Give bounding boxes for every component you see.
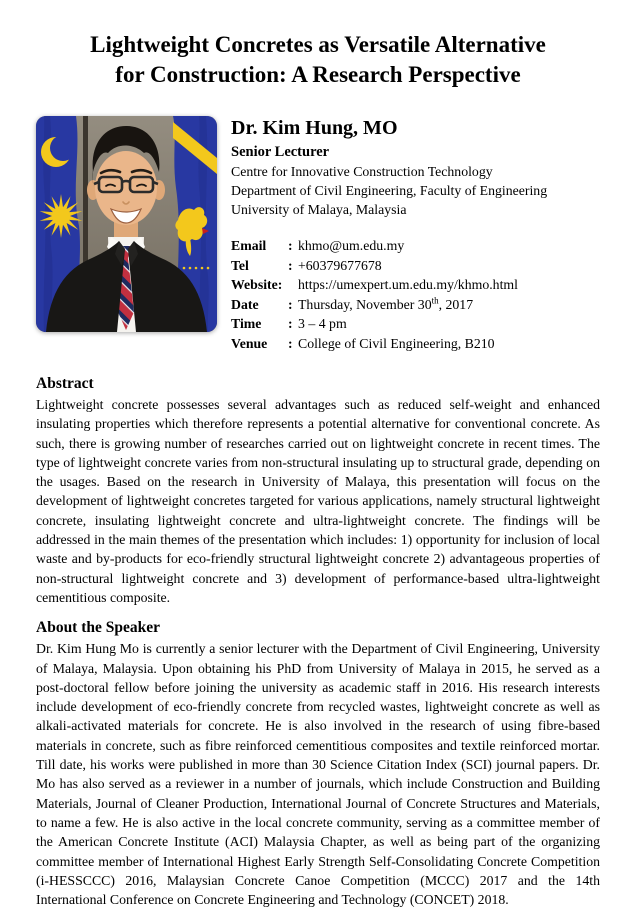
affiliation-line-2: Department of Civil Engineering, Faculty of Engineering xyxy=(231,183,548,198)
about-speaker-heading: About the Speaker xyxy=(36,619,161,637)
contact-row-venue xyxy=(231,334,547,354)
speaker-name: Dr. Kim Hung, MO xyxy=(231,117,398,139)
abstract-heading: Abstract xyxy=(36,375,94,392)
contact-value-venue: College of Civil Engineering, B210 xyxy=(298,335,495,351)
affiliation-line-1: Centre for Innovative Construction Technology xyxy=(231,164,493,179)
affiliation-line-3: University of Malaya, Malaysia xyxy=(231,202,407,217)
page xyxy=(0,30,634,908)
speaker-info xyxy=(231,116,547,353)
date-ordinal: th xyxy=(431,294,439,305)
contact-separator: : xyxy=(288,296,293,312)
contact-label: Email xyxy=(231,238,267,253)
contact-row-date xyxy=(231,295,547,315)
contact-row-time xyxy=(231,314,547,334)
contact-label: Date xyxy=(231,296,259,312)
about-speaker-body: Dr. Kim Hung Mo is currently a senior lecturer with the Department of Civil Engineering, University of Malaya, Malaysia. Upon obtaining his PhD from University of Malaya in 2015, he served as a post-doctoral fellow before joining the university as academic staff in 2016. His research interests include development of eco-friendly concrete from recycled wastes, lightweight concrete as well as alkali-activated materials for concrete. He is also involved in the research of using fibre-based materials in concrete, such as fibre reinforced cementitious composites and textile reinforced mortar. Till date, his works were published in more than 30 Science Citation Index (SCI) journal papers. Dr. Mo has also served as a reviewer in a number of journals, which include Construction and Building Materials, Journal of Cleaner Production, International Journal of Concrete Structures and Materials, to name a few. He is also active in the local concrete community, serving as a committee member of the American Concrete Institute (ACI) Malaysia Chapter, as well as being part of the organizing committee member of International Highest Early Strength Self-Consolidating Concrete Competition (i-HESSCCC) 2016, Malaysian Concrete Canoe Competition (MCCC) 2017 and the 14th International Conference on Concrete Engineering and Technology (CONCET) 2018. xyxy=(36,641,600,908)
contact-separator: : xyxy=(288,316,293,331)
seminar-title-line1: Lightweight Concretes as Versatile Alternative xyxy=(90,32,546,57)
contact-separator: : xyxy=(288,335,293,351)
speaker-photo xyxy=(36,116,217,332)
contact-label: Website: xyxy=(231,277,283,292)
seminar-title xyxy=(36,30,600,90)
contact-value-email: khmo@um.edu.my xyxy=(298,238,405,253)
contact-value-date xyxy=(298,294,474,312)
contact-label: Time xyxy=(231,316,262,331)
contact-row-website xyxy=(231,275,547,295)
contact-value-time: 3 – 4 pm xyxy=(298,316,347,331)
speaker-position: Senior Lecturer xyxy=(231,144,330,160)
contact-list xyxy=(231,236,547,353)
abstract-body: Lightweight concrete possesses several advantages such as reduced self-weight and enhanced insulating properties which therefore represents a potential alternative for conventional concrete. As such, there is growing number of researches carried out on lightweight concrete in recent times. The type of lightweight concrete varies from non-structural insulating up to structural grade, depending on the usages. Based on the research in University of Malaya, this presentation will focus on the development of lightweight concretes targeted for various applications, namely structural lightweight concrete, insulating lightweight concrete and ultra-lightweight concrete. The findings will be addressed in the main themes of the presentation which includes: 1) opportunity for inclusion of local waste and by-products for eco-friendly structural lightweight concrete 2) advantageous properties of non-structural lightweight concrete and 3) development of performance-based ultra-lightweight cementitious composite. xyxy=(36,397,600,605)
date-prefix: Thursday, November 30 xyxy=(298,296,432,312)
about-speaker-section xyxy=(36,618,600,909)
contact-label: Venue xyxy=(231,335,268,351)
contact-separator: : xyxy=(288,238,293,253)
abstract-section xyxy=(36,374,600,607)
contact-value-website: https://umexpert.um.edu.my/khmo.html xyxy=(298,277,518,292)
date-suffix: , 2017 xyxy=(438,296,474,312)
contact-label: Tel xyxy=(231,257,249,273)
speaker-section xyxy=(36,116,600,353)
speaker-photo-graphic xyxy=(36,116,217,332)
contact-value-tel: +60379677678 xyxy=(298,257,382,273)
contact-row-tel xyxy=(231,256,547,276)
contact-separator: : xyxy=(288,257,293,273)
seminar-title-line2: for Construction: A Research Perspective xyxy=(115,62,521,87)
contact-row-email xyxy=(231,236,547,256)
